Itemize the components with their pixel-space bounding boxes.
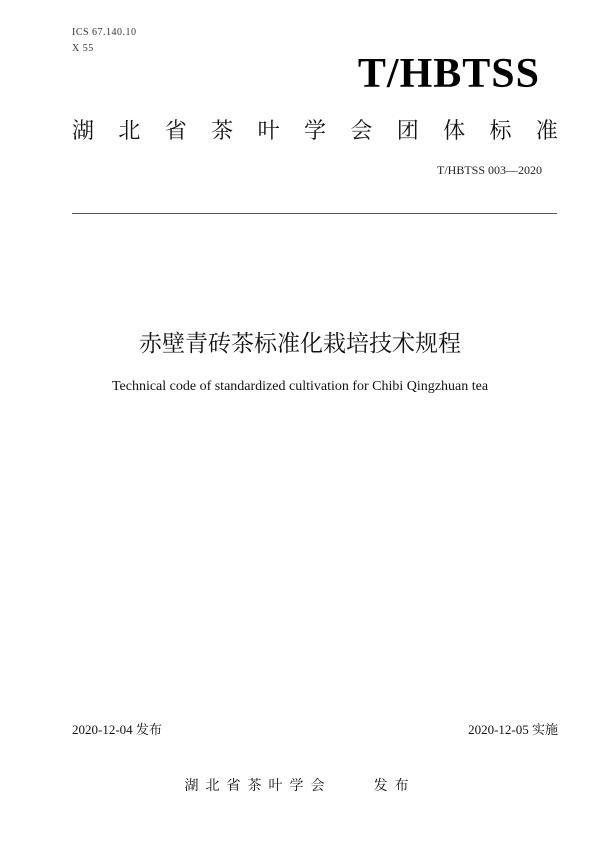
org-title-char: 省: [164, 119, 187, 144]
org-standard-title: [72, 114, 558, 145]
org-title-char: 学: [303, 119, 326, 144]
org-title-char: 茶: [211, 119, 234, 144]
implementation-date: 2020-12-05 实施: [468, 722, 558, 737]
issue-date: 2020-12-04 发布: [72, 722, 162, 737]
standard-number: T/HBTSS 003—2020: [436, 163, 542, 177]
chinese-title: 赤壁青砖茶标准化栽培技术规程: [139, 331, 461, 357]
org-title-char: 会: [350, 119, 373, 144]
publisher: 湖北省茶叶学会 发布: [184, 778, 416, 794]
org-title-char: 体: [443, 119, 466, 144]
org-title-char: 标: [489, 119, 512, 144]
org-title-char: 叶: [257, 119, 280, 144]
org-title-char: 北: [118, 119, 141, 144]
ccs-code: X 55: [72, 43, 94, 54]
header-divider: [72, 213, 557, 214]
org-title-char: 准: [535, 119, 558, 144]
english-title: Technical code of standardized cultivation for Chibi Qingzhuan tea: [111, 379, 489, 394]
ics-code: ICS 67.140.10: [72, 27, 137, 38]
org-title-char: 团: [396, 119, 419, 144]
standard-brand: T/HBTSS: [357, 51, 540, 97]
org-title-char: 湖: [72, 119, 95, 144]
